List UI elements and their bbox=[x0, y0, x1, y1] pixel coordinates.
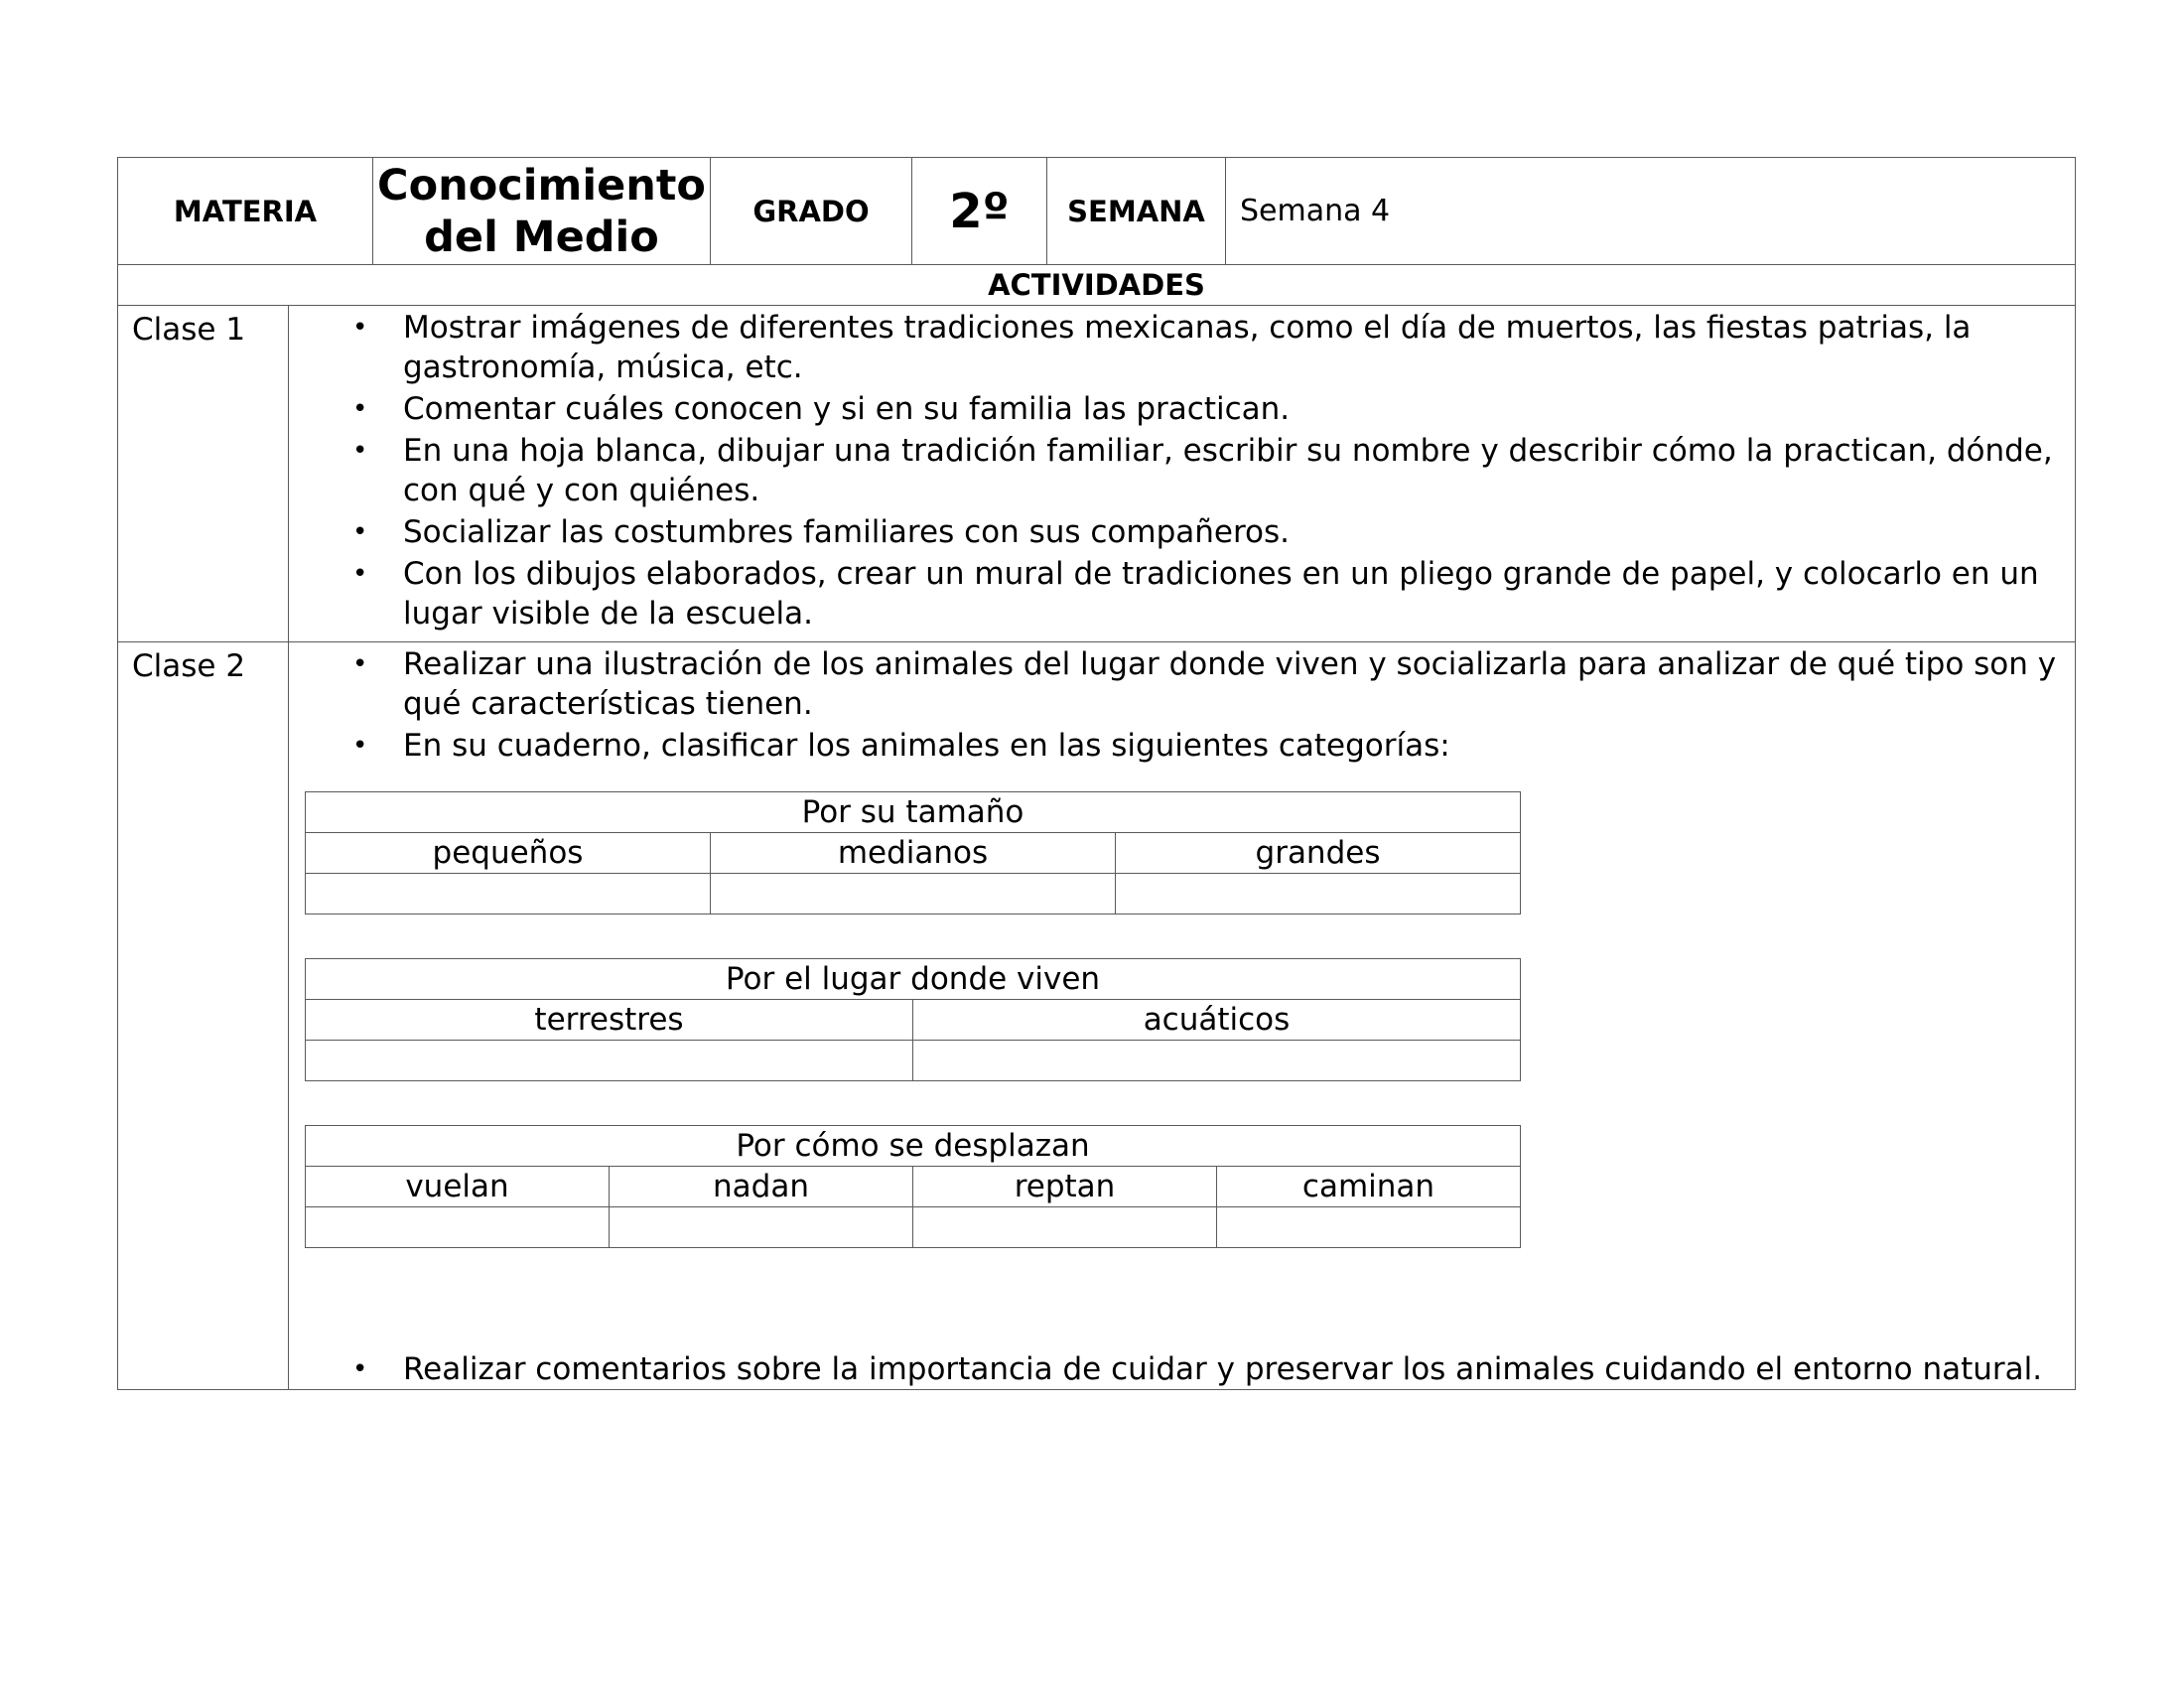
movement-table-title: Por cómo se desplazan bbox=[306, 1126, 1521, 1167]
empty-cell bbox=[913, 1041, 1521, 1081]
bullet-icon: • bbox=[352, 559, 368, 589]
grado-label: GRADO bbox=[711, 158, 912, 265]
clase2-activity-list bbox=[289, 642, 2075, 774]
clase2-final-list bbox=[289, 1347, 2075, 1397]
list-item bbox=[289, 554, 2059, 633]
semana-value: Semana 4 bbox=[1226, 158, 2076, 265]
movement-category-table bbox=[305, 1125, 1521, 1248]
size-table-title: Por su tamaño bbox=[306, 792, 1521, 833]
habitat-col-header: terrestres bbox=[306, 1000, 913, 1041]
clase1-activity-list bbox=[289, 306, 2075, 641]
clase1-label: Clase 1 bbox=[118, 306, 289, 642]
movement-col-header: nadan bbox=[610, 1167, 913, 1207]
clase2-body bbox=[289, 642, 2076, 1390]
activity-text: En una hoja blanca, dibujar una tradición familiar, escribir su nombre y describir cómo la practican, dónde, con qué y con quiénes. bbox=[403, 433, 2053, 508]
size-col-header: medianos bbox=[711, 833, 1116, 874]
empty-cell bbox=[711, 874, 1116, 914]
size-col-header: grandes bbox=[1116, 833, 1521, 874]
materia-value-line1: Conocimiento bbox=[377, 160, 706, 211]
activity-text: Con los dibujos elaborados, crear un mural de tradiciones en un pliego grande de papel, y colocarlo en un lugar visible de la escuela. bbox=[403, 556, 2039, 632]
lesson-plan-table bbox=[117, 157, 2076, 1390]
materia-label: MATERIA bbox=[118, 158, 373, 265]
list-item bbox=[289, 512, 2059, 552]
empty-cell bbox=[913, 1207, 1217, 1248]
list-item bbox=[289, 389, 2059, 429]
list-item bbox=[289, 644, 2059, 724]
clase1-row bbox=[118, 306, 2076, 642]
list-item bbox=[289, 1349, 2059, 1389]
semana-label: SEMANA bbox=[1047, 158, 1226, 265]
movement-col-header: vuelan bbox=[306, 1167, 610, 1207]
empty-cell bbox=[1217, 1207, 1521, 1248]
empty-cell bbox=[306, 1041, 913, 1081]
activity-text: En su cuaderno, clasificar los animales en las siguientes categorías: bbox=[403, 728, 1450, 764]
actividades-row bbox=[118, 265, 2076, 306]
bullet-icon: • bbox=[352, 1354, 368, 1384]
habitat-col-header: acuáticos bbox=[913, 1000, 1521, 1041]
bullet-icon: • bbox=[352, 313, 368, 343]
movement-col-header: reptan bbox=[913, 1167, 1217, 1207]
activity-text: Realizar una ilustración de los animales del lugar donde viven y socializarla para analizar de qué tipo son y qué características tienen. bbox=[403, 646, 2057, 722]
bullet-icon: • bbox=[352, 436, 368, 466]
bullet-icon: • bbox=[352, 649, 368, 679]
grado-value: 2º bbox=[912, 158, 1047, 265]
bullet-icon: • bbox=[352, 731, 368, 761]
actividades-title: ACTIVIDADES bbox=[118, 265, 2076, 306]
habitat-table-title: Por el lugar donde viven bbox=[306, 959, 1521, 1000]
habitat-category-table bbox=[305, 958, 1521, 1081]
size-col-header: pequeños bbox=[306, 833, 711, 874]
clase1-body bbox=[289, 306, 2076, 642]
empty-cell bbox=[306, 1207, 610, 1248]
header-row bbox=[118, 158, 2076, 265]
activity-text: Socializar las costumbres familiares con sus compañeros. bbox=[403, 514, 1291, 550]
movement-col-header: caminan bbox=[1217, 1167, 1521, 1207]
materia-value-line2: del Medio bbox=[424, 211, 659, 262]
bullet-icon: • bbox=[352, 394, 368, 424]
empty-cell bbox=[610, 1207, 913, 1248]
clase2-label: Clase 2 bbox=[118, 642, 289, 1390]
list-item bbox=[289, 308, 2059, 387]
activity-text: Mostrar imágenes de diferentes tradiciones mexicanas, como el día de muertos, las fiestas patrias, la gastronomía, música, etc. bbox=[403, 310, 1972, 385]
activity-text: Comentar cuáles conocen y si en su familia las practican. bbox=[403, 391, 1291, 427]
activity-text: Realizar comentarios sobre la importancia de cuidar y preservar los animales cuidando el entorno natural. bbox=[403, 1351, 2043, 1387]
bullet-icon: • bbox=[352, 517, 368, 547]
list-item bbox=[289, 431, 2059, 510]
size-category-table bbox=[305, 791, 1521, 914]
empty-cell bbox=[306, 874, 711, 914]
list-item bbox=[289, 726, 2059, 766]
empty-cell bbox=[1116, 874, 1521, 914]
clase2-row bbox=[118, 642, 2076, 1390]
materia-value bbox=[373, 158, 711, 265]
